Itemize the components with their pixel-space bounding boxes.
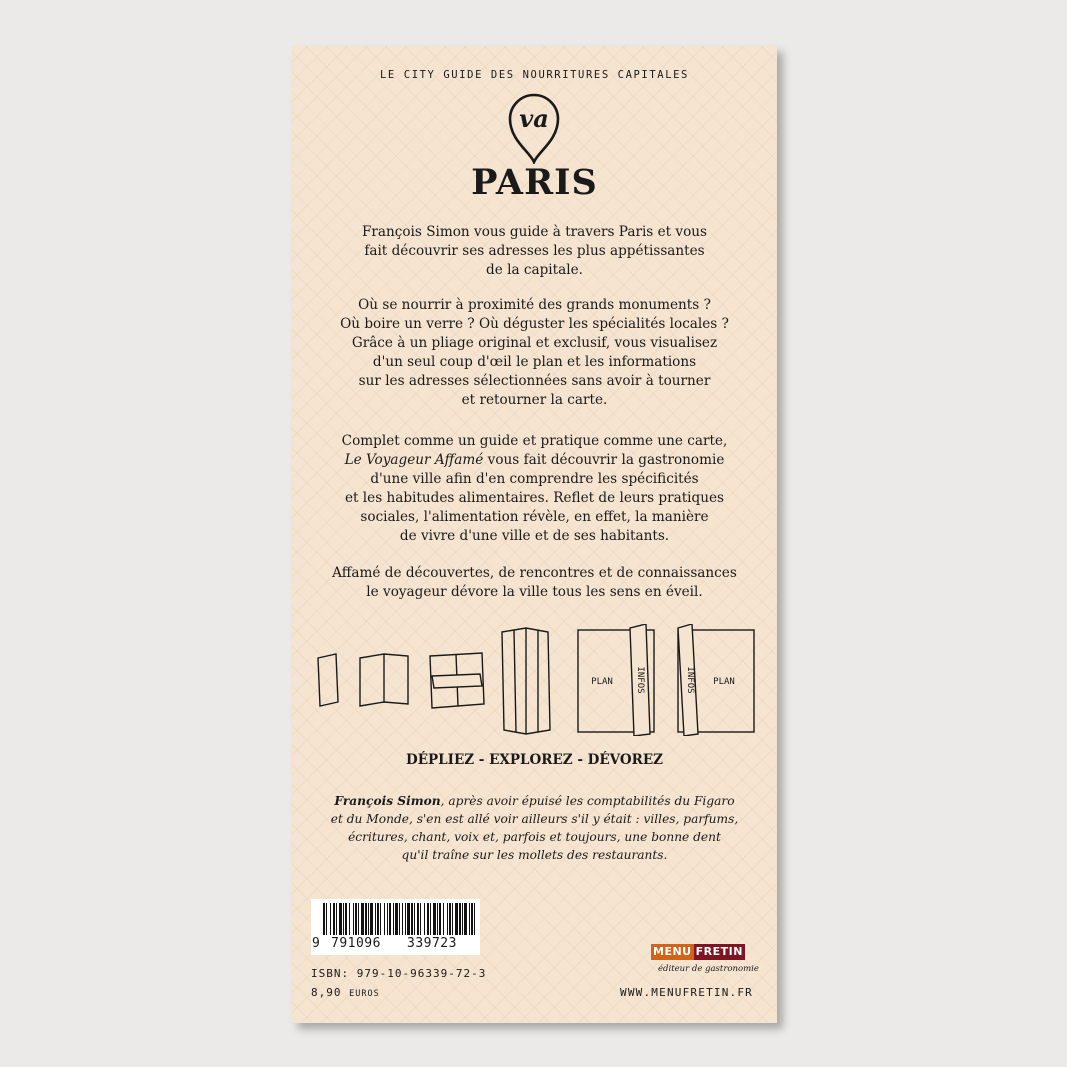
barcode-bar [336,903,337,935]
text-line: Où se nourrir à proximité des grands monuments ? [358,297,711,313]
barcode-bar [323,903,325,935]
fold-step-closed [318,654,338,706]
text-line: qu'il traîne sur les mollets des restaurants. [401,848,668,862]
text-line: et retourner la carte. [461,392,608,408]
publisher-name-part2: FRETIN [695,945,743,958]
barcode-bar [469,903,470,935]
barcode-bar [433,903,436,935]
isbn: ISBN: 979-10-96339-72-3 [311,967,487,980]
barcode [311,899,480,955]
barcode-bar [339,903,342,935]
barcode-bar [459,903,461,935]
barcode-bar [427,903,429,935]
intro-paragraph [302,223,767,280]
barcode-bar [443,903,444,935]
barcode-bar [430,903,431,935]
barcode-bar [365,903,367,935]
barcode-bar [380,903,381,935]
barcode-first-digit: 9 [312,936,321,951]
barcode-bar [402,903,403,935]
author-bio [292,792,777,864]
barcode-left-digits: 791096 [331,936,381,951]
barcode-bar [375,903,376,935]
barcode-bar [424,903,425,935]
publisher-name-part1: MENU [653,945,692,958]
city-title: PARIS [471,162,598,203]
plan-label: PLAN [591,677,613,687]
barcode-bar [464,903,467,935]
barcode-bar [370,903,373,935]
barcode-bar [407,903,410,935]
publisher-website[interactable]: WWW.MENUFRETIN.FR [620,986,753,999]
barcode-bar [437,903,438,935]
text-line: et les habitudes alimentaires. Reflet de leurs pratiques [344,490,725,506]
text-line [302,451,767,470]
barcode-bar [462,903,463,935]
fold-step-half-open [360,654,408,706]
fold-step-four-panels [430,653,484,708]
barcode-bar [474,903,475,935]
barcode-bar [449,903,451,935]
map-pin-logo-icon [504,92,564,164]
barcode-bar [447,903,448,935]
barcode-bar [343,903,344,935]
price-amount: 8,90 [311,986,342,999]
fold-step-infos-plan [678,624,754,736]
barcode-bar [411,903,413,935]
barcode-bar [471,903,473,935]
barcode-bar [455,903,458,935]
text-line: sur les adresses sélectionnées sans avoir à tourner [358,373,711,389]
text-line: d'un seul coup d'œil le plan et les informations [372,354,697,370]
text-line [292,792,777,810]
barcode-bar [399,903,400,935]
barcode-bar [355,903,357,935]
barcode-bar [414,903,415,935]
text-line: sociales, l'alimentation révèle, en effet, la manière [360,509,709,525]
tagline: LE CITY GUIDE DES NOURRITURES CAPITALES [380,69,689,81]
text-line: écritures, chant, voix et, parfois et toujours, une bonne dent [348,830,721,844]
barcode-bar [326,903,327,935]
barcode-bar [368,903,369,935]
text-line: Complet comme un guide et pratique comme une carte, [341,433,728,449]
barcode-bar [384,903,385,935]
infos-label: INFOS [685,666,695,694]
fold-step-plan-infos [578,624,654,736]
barcode-bar [353,903,354,935]
text-line: Affamé de découvertes, de rencontres et de connaissances [332,565,737,581]
text-line: fait découvrir ses adresses les plus appétissantes [364,243,705,259]
closing-paragraph [302,564,767,602]
fold-step-tall [502,628,550,734]
book-back-cover [292,46,777,1023]
barcode-bar [405,903,406,935]
text-line: de la capitale. [486,262,583,278]
folding-diagram [312,624,762,736]
barcode-bar [417,903,419,935]
text-line: le voyageur dévore la ville tous les sens en éveil. [366,584,703,600]
infos-label: INFOS [635,666,645,694]
publisher-logo [651,944,745,960]
text-line: d'une ville afin d'en comprendre les spécificités [370,471,699,487]
text-line: François Simon vous guide à travers Paris et vous [361,224,708,240]
price-currency: EUROS [349,989,380,999]
author-name: François Simon [334,794,441,808]
logo-text: va [519,104,549,133]
features-paragraph [302,296,767,410]
barcode-bar [420,903,421,935]
barcode-bar [389,903,391,935]
barcode-bar [393,903,394,935]
barcode-bar [333,903,335,935]
guide-paragraph [302,432,767,546]
barcode-bar [387,903,388,935]
barcode-bar [395,903,398,935]
barcode-bar [377,903,379,935]
barcode-bar [361,903,364,935]
slogan: DÉPLIEZ - EXPLOREZ - DÉVOREZ [406,752,663,768]
barcode-bar [439,903,441,935]
barcode-bar [345,903,347,935]
text-line: et du Monde, s'en est allé voir ailleurs s'il y était : villes, parfums, [330,812,739,826]
price [311,986,380,999]
text-line: de vivre d'une ville et de ses habitants. [399,528,670,544]
text-line: Grâce à un pliage original et exclusif, vous visualisez [351,335,718,351]
text-fragment: vous fait découvrir la gastronomie [483,452,725,468]
barcode-bar [358,903,359,935]
barcode-bar [349,903,350,935]
text-line: Où boire un verre ? Où déguster les spécialités locales ? [340,316,729,332]
plan-label: PLAN [713,677,735,687]
book-title: Le Voyageur Affamé [344,452,484,468]
barcode-bar [330,903,331,935]
barcode-right-digits: 339723 [407,936,457,951]
text-fragment: , après avoir épuisé les comptabilités du Figaro [440,794,735,808]
barcode-bar [452,903,453,935]
publisher-subtitle: éditeur de gastronomie [658,964,759,974]
